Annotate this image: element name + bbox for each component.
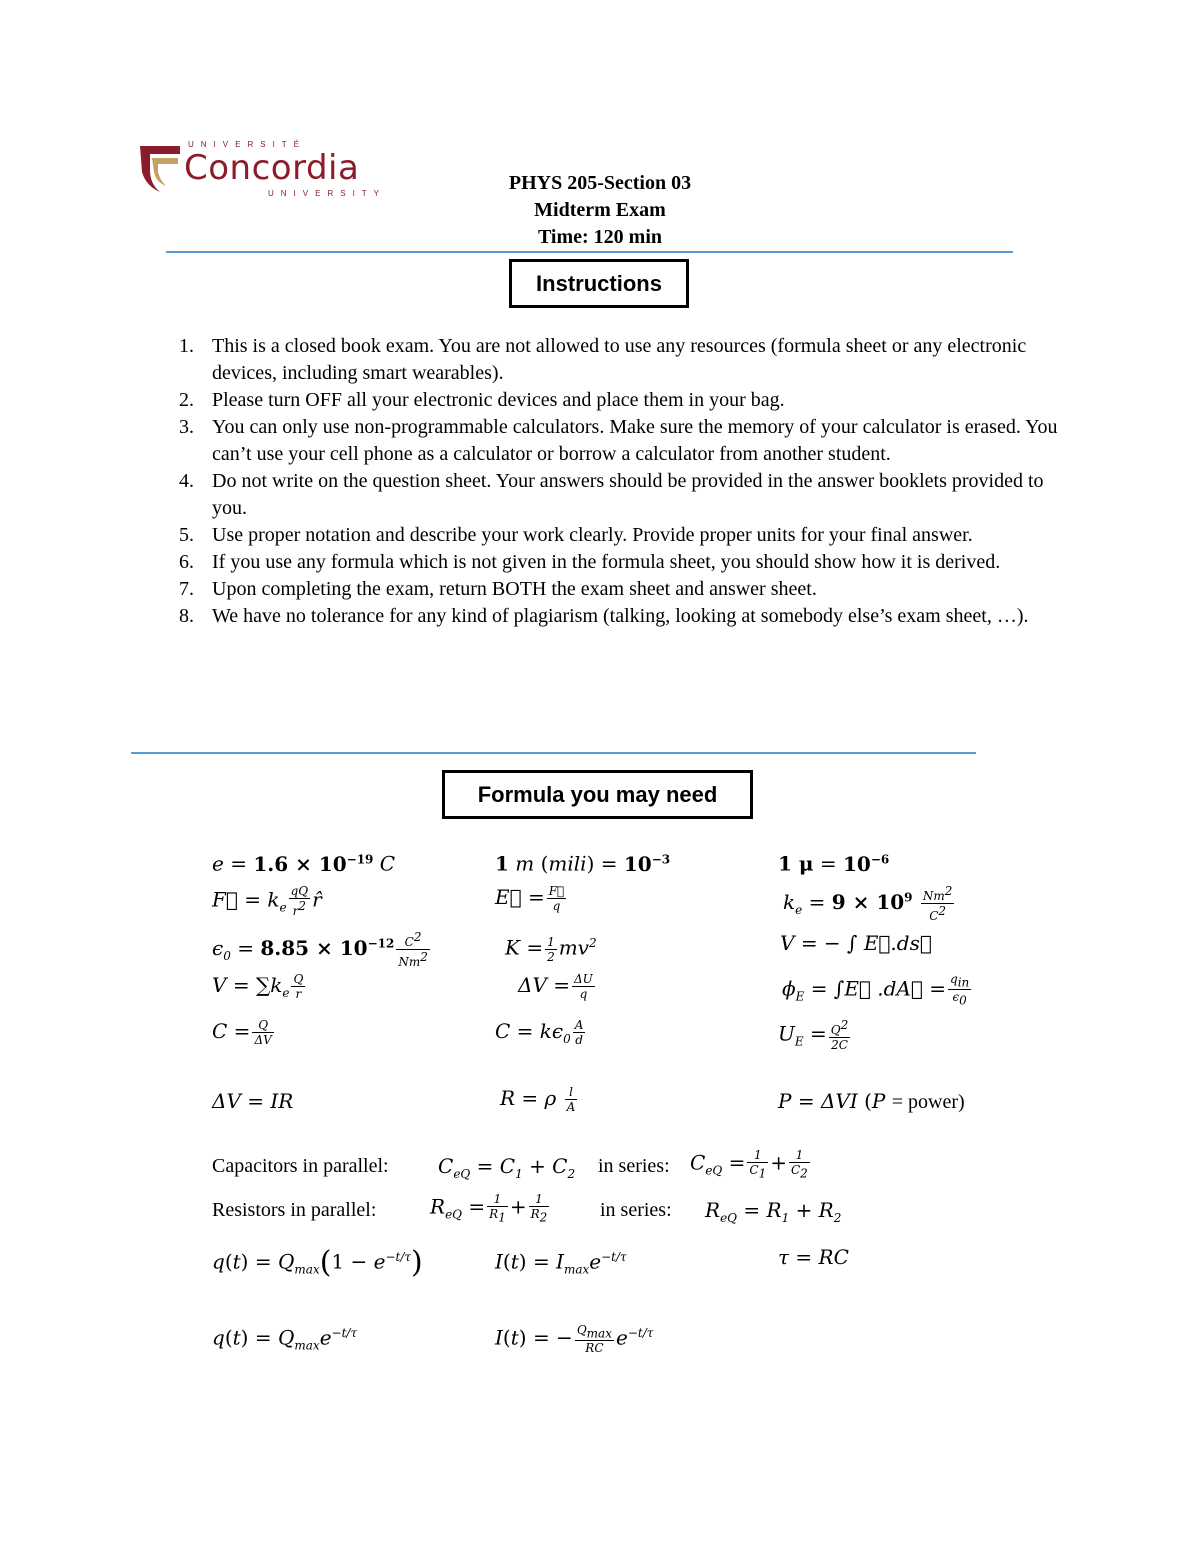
logo-top-text: UNIVERSITÉ — [188, 140, 307, 149]
exam-time: Time: 120 min — [537, 226, 663, 248]
formula-current-charging: $I(t) = I_{max}e^{-t/\tau}$ — [495, 1249, 627, 1277]
list-item — [172, 522, 1072, 549]
formula-potential-integral: V = − ∫ E⃗.ds⃗ — [780, 931, 932, 955]
exam-header — [380, 170, 820, 251]
item-number: 3. — [179, 416, 194, 438]
formula-micro: 1 $\mu = 10^{-6}$ — [778, 851, 890, 876]
list-item — [172, 387, 1072, 414]
formula-parallel-plate: $C = k\epsilon_0$ $\frac{A}{d}$ — [495, 1018, 584, 1047]
power-note: = power) — [891, 1091, 965, 1113]
list-item — [172, 468, 1072, 522]
item-number: 2. — [179, 389, 194, 411]
formula-time-constant: τ = RC — [778, 1245, 849, 1269]
formula-res-series: $R_{eQ} = R_1 + R_2$ — [705, 1198, 842, 1225]
list-item — [172, 333, 1072, 387]
formula-capacitance: C = $\frac{Q}{\Delta V}$ — [212, 1018, 272, 1047]
item-number: 8. — [179, 605, 194, 627]
item-number: 4. — [179, 470, 194, 492]
logo-bottom-text: UNIVERSITY — [268, 189, 387, 198]
item-text: You can only use non-programmable calculators. Make sure the memory of your calculator is erased. You can’t use your cell phone as a calculator or borrow a calculator from another student. — [212, 416, 1058, 465]
item-text: We have no tolerance for any kind of plagiarism (talking, looking at somebody else’s exam sheet, …). — [212, 605, 1029, 627]
formula-kinetic-energy: K = $\frac{1}{2}$ $mv^2$ — [505, 934, 597, 964]
divider — [166, 251, 1013, 253]
formula-current-discharging: I(t) = − $Q_{max}$ RC $e^{-t/\tau}$ — [495, 1322, 654, 1356]
list-item — [172, 603, 1072, 630]
course-title: PHYS 205-Section 03 — [508, 172, 692, 194]
formula-permittivity: $\epsilon_0 = 8.85 \times 10^{-12}$ $\frac{C^2}{Nm^2}$ — [212, 930, 428, 969]
capacitors-series-label: in series: — [598, 1155, 670, 1177]
list-item — [172, 549, 1072, 576]
formula-gauss-law: $\phi_E$ = ∫E⃗ .dA⃗ = $q_{in}$ $\epsilon_0$ — [782, 972, 970, 1008]
item-text: If you use any formula which is not given in the formula sheet, you should show how it is derived. — [212, 551, 1001, 573]
formula-potential-sum: $V = \sum k_e$ $\frac{Q}{r}$ — [212, 972, 304, 1001]
capacitors-parallel-label: Capacitors in parallel: — [212, 1155, 389, 1177]
formula-charge-charging: $q(t) = Q_{max}(1 - e^{-t/\tau})$ — [212, 1245, 423, 1281]
list-item — [172, 414, 1072, 468]
item-number: 7. — [179, 578, 194, 600]
resistors-parallel-label: Resistors in parallel: — [212, 1199, 377, 1221]
resistors-series-label: in series: — [600, 1199, 672, 1221]
shield-icon — [138, 140, 182, 198]
formula-charge-discharging: $q(t) = Q_{max}e^{-t/\tau}$ — [212, 1325, 358, 1353]
logo-wordmark: Concordia — [184, 148, 360, 188]
formula-electron-charge: $e = 1.6 \times 10^{-19}$ C — [212, 851, 396, 876]
formula-cap-parallel: $C_{eQ} = C_1 + C_2$ — [438, 1154, 576, 1181]
formula-res-parallel: $R_{eQ}$ = $\frac{1}{R_1}$ + $\frac{1}{R_2}$ — [430, 1192, 548, 1225]
instructions-title: Instructions — [509, 259, 689, 308]
formula-ohm: ΔV = IR — [212, 1089, 294, 1113]
formula-coulomb-constant: $k_e = 9 \times 10^9$ $\frac{Nm^2}{C^2}$ — [783, 884, 953, 923]
item-text: Please turn OFF all your electronic devices and place them in your bag. — [212, 389, 785, 411]
item-text: Upon completing the exam, return BOTH the exam sheet and answer sheet. — [212, 578, 817, 600]
formula-potential-difference: ΔV = $\frac{\Delta U}{q}$ — [518, 972, 593, 1001]
formula-resistance: R = ρ $\frac{l}{A}$ — [500, 1085, 576, 1114]
item-text: This is a closed book exam. You are not allowed to use any resources (formula sheet or any electronic devices, including smart wearables). — [212, 335, 1027, 384]
item-number: 6. — [179, 551, 194, 573]
list-item — [172, 576, 1072, 603]
formula-capacitor-energy: $U_E$ = $\frac{Q^2}{2C}$ — [778, 1018, 849, 1052]
exam-title: Midterm Exam — [534, 199, 666, 221]
formula-cap-series: $C_{eQ}$ = $\frac{1}{C_1}$ + $\frac{1}{C_2}$ — [690, 1148, 808, 1181]
formula-title: Formula you may need — [442, 770, 753, 819]
divider — [131, 752, 976, 754]
item-number: 1. — [179, 335, 194, 357]
formula-power: P = ΔVI (P = power) — [778, 1089, 965, 1113]
item-text: Do not write on the question sheet. Your answers should be provided in the answer booklets provided to you. — [212, 470, 1044, 519]
item-text: Use proper notation and describe your work clearly. Provide proper units for your final answer. — [212, 524, 973, 546]
formula-milli: 1 m (mili) = $10^{-3}$ — [495, 851, 671, 876]
formula-electric-field: E⃗ = $\frac{F⃗}{q}$ — [495, 884, 565, 913]
formula-coulomb-force: F⃗ = $k_e$ $\frac{qQ}{r^2}$ r̂ — [212, 884, 322, 918]
item-number: 5. — [179, 524, 194, 546]
instructions-list — [172, 333, 1072, 630]
concordia-logo — [138, 138, 387, 202]
